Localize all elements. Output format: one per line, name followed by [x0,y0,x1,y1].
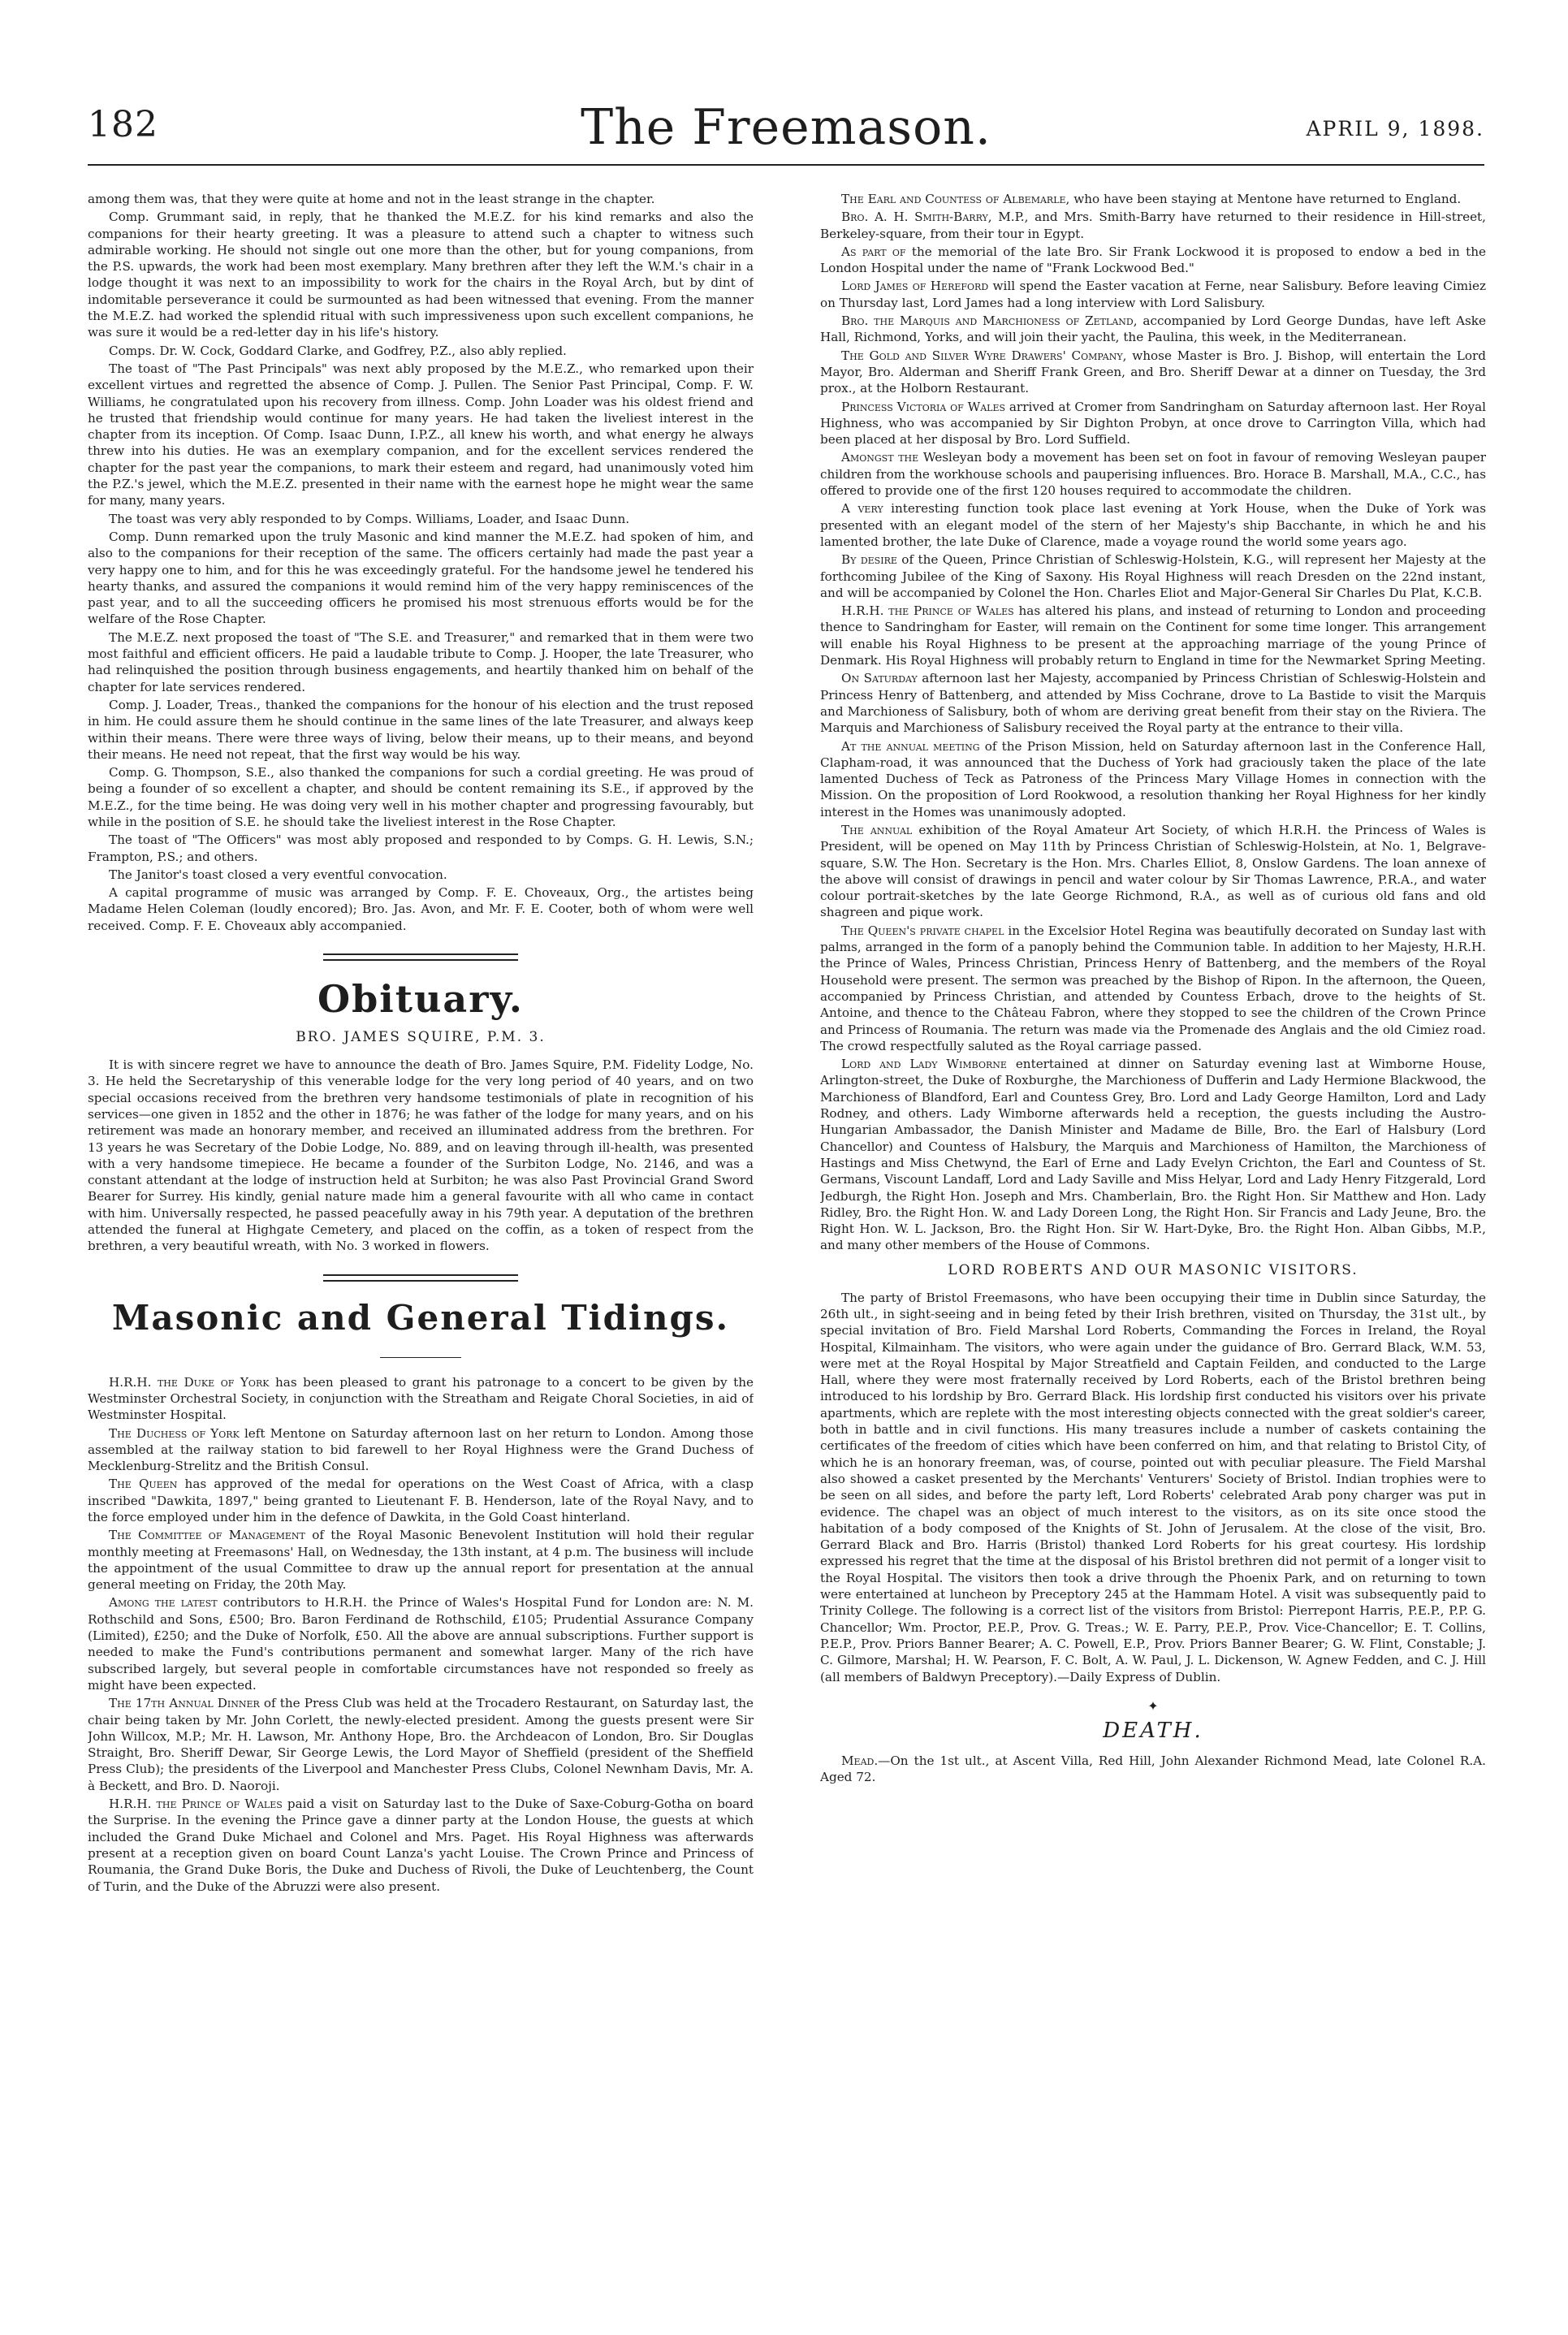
paragraph-lead: The 17th Annual Dinner [109,1696,260,1711]
page-number: 182 [88,104,158,145]
roberts-heading: LORD ROBERTS AND OUR MASONIC VISITORS. [948,1261,1359,1278]
death-notice-lead: Mead. [841,1753,879,1768]
tidings-paragraph [820,313,1486,346]
report-paragraph: The toast of "The Officers" was most ably proposed and responded to by Comps. G. H. Lewis, S.N.; Frampton, P.S.; and others. [88,832,754,864]
paragraph-lead: By desire [841,552,897,568]
paragraph-lead: The Committee of Management [109,1528,305,1543]
paragraph-text: in the Excelsior Hotel Regina was beautifully decorated on Sunday last with palms, arranged in the form of a panoply behind the Communion table. In addition to her Majesty, H.R.H. the Prince of Wales, Princess Christian, Princess Henry of Battenberg, and the members of the Royal Household were present. The sermon was preached by the Bishop of Ripon. In the afternoon, the Queen, accompanied by Princess Christian, and attended by Countess Erbach, drove to the heights of St. Antoine, and thence to the Château Fabron, where they stopped to see the children of the Crown Prince and Princess of Roumania. The return was made via the Promenade des Anglais and the old Cimiez road. The crowd respectfully saluted as the Royal carriage passed. [820,923,1486,1053]
paragraph-lead: Lord James of Hereford [841,279,989,294]
paragraph-text: of the Press Club was held at the Trocadero Restaurant, on Saturday last, the chair being taken by Mr. John Corlett, the newly-elected president. Among the guests present were Sir John Willcox, M.P.; Mr. H. Lawson, Mr. Anthony Hope, Bro. the Archdeacon of London, Bro. Sir Douglas Straight, Bro. Sheriff Dewar, Sir George Lewis, the Lord Mayor of Sheffield (president of the Sheffield Press Club); the presidents of the Liverpool and Manchester Press Clubs, Colonel Newnham Davis, Mr. A. à Beckett, and Bro. D. Naoroji. [88,1696,754,1793]
report-paragraph: The Janitor's toast closed a very eventful convocation. [109,867,447,882]
tidings-paragraph [88,1374,754,1424]
tidings-paragraph [820,923,1486,1054]
paragraph-lead: H.R.H. the Prince of Wales [109,1797,283,1812]
paragraph-lead: The Gold and Silver Wyre Drawers' Company [841,348,1123,363]
paragraph-text: , M.P., and Mrs. Smith-Barry have returned to their residence in Hill-street, Berkeley-square, from their tour in Egypt. [820,210,1486,241]
paragraph-lead: Lord and Lady Wimborne [841,1057,1007,1072]
paragraph-text: entertained at dinner on Saturday evening last at Wimborne House, Arlington-street, the Duke of Roxburghe, the Marchioness of Dufferin and Lady Hermione Blackwood, the Marchioness of Blandford, Earl and Countess Grey, Bro. Lord and Lady George Hamilton, Lord and Lady Rodney, and others. Lady Wimborne afterwards held a reception, the guests including the Austro-Hungarian Ambassador, the Danish Minister and Madame de Bille, Bro. the Earl of Halsbury (Lord Chancellor) and Countess of Halsbury, the Marquis and Marchioness of Hamilton, the Marchioness of Hastings and Miss Chetwynd, the Earl of Erne and Lady Evelyn Crichton, the Earl and Countess of St. Germans, Viscount Landaff, Lord and Lady Saville and Miss Helyar, Lord and Lady Henry Fitzgerald, Lord Jedburgh, the Right Hon. Joseph and Mrs. Chamberlain, Bro. the Right Hon. Sir Matthew and Hon. Lady Ridley, Bro. the Right Hon. W. and Lady Doreen Long, the Right Hon. Sir Francis and Lady Jeune, Bro. the Right Hon. W. L. Jackson, Bro. the Right Hon. Sir W. Hart-Dyke, Bro. the Right Hon. Alban Gibbs, M.P., and many other members of the House of Commons. [820,1057,1486,1253]
tidings-paragraph [88,1695,754,1794]
tidings-heading: Masonic and General Tidings. [111,1297,730,1338]
tidings-paragraph [820,500,1486,550]
report-paragraph: Comp. Grummant said, in reply, that he thanked the M.E.Z. for his kind remarks and also the companions for their hearty greeting. It was a pleasure to attend such a chapter to witness such admirable working. He should not single out one more than the other, but for young companions, from the P.S. upwards, the work had been most exemplary. Many brethren after they left the W.M.'s chair in a lodge thought it was next to an impossibility to work for the chairs in the Royal Arch, but by dint of indomitable perseverance it could be surmounted as had been witnessed that evening. From the manner the M.E.Z. had worked the splendid ritual with such impressiveness upon such excellent companions, he was sure it would be a red-letter day in his life's history. [88,210,754,340]
paragraph-text: interesting function took place last evening at York House, when the Duke of York was presented with an elegant model of the stern of her Majesty's ship Bacchante, in which he and his lamented brother, the late Duke of Clarence, made a voyage round the world some years ago. [820,501,1486,549]
report-paragraph: The toast was very ably responded to by Comps. Williams, Loader, and Isaac Dunn. [109,511,630,526]
tidings-paragraph [820,1056,1486,1254]
report-paragraph: Comp. J. Loader, Treas., thanked the companions for the honour of his election and the trust reposed in him. He could assure them he should continue in the same lines of the late Treasurer, and always keep within their means. There were three ways of living, below their means, up to their means, and beyond their means. He need not repeat, that the first way would be his way. [88,697,754,762]
paragraph-lead: H.R.H. the Duke of York [109,1374,270,1390]
paragraph-lead: Amongst the [841,450,919,465]
paragraph-text: has altered his plans, and instead of returning to London and proceeding thence to Sandringham for Easter, will remain on the Continent for some time longer. This arrangement will enable his Royal Highness to be present at the approaching marriage of the young Prince of Denmark. His Royal Highness will probably return to England in time for the Newmarket Spring Meeting. [820,603,1486,668]
report-paragraph: among them was, that they were quite at home and not in the least strange in the chapter. [88,192,655,206]
paragraph-lead: The Duchess of York [109,1425,240,1441]
paragraph-lead: Princess Victoria of Wales [841,399,1006,414]
obituary-text: It is with sincere regret we have to announce the death of Bro. James Squire, P.M. Fidelity Lodge, No. 3. He held the Secretaryship of this venerable lodge for the very long period of 40 years, and on two special occasions received from the brethren very handsome testimonials of plate in recognition of his services—one given in 1852 and the other in 1876; he was father of the lodge for many years, and on his retirement was made an honorary member, and received an illuminated address from the brethren. For 13 years he was Secretary of the Dobie Lodge, No. 889, and on leaving through ill-health, was presented with a very handsome timepiece. He became a founder of the Surbiton Lodge, No. 2146, and was a constant attendant at the lodge of instruction held at Surbiton; he was also Past Provincial Grand Sword Bearer for Surrey. His kindly, genial nature made him a general favourite with all who came in contact with him. Universally respected, he passed peacefully away in his 79th year. A deputation of the brethren attended the funeral at Highgate Cemetery, and placed on the coffin, as a token of respect from the brethren, a very beautiful wreath, with No. 3 worked in flowers. [88,1057,754,1254]
paragraph-text: of the Royal Masonic Benevolent Institution will hold their regular monthly meeting at Freemasons' Hall, on Wednesday, the 13th instant, at 4 p.m. The business will include the appointment of the usual Committee to draw up the annual report for presentation at the annual general meeting on Friday, the 20th May. [88,1528,754,1593]
paragraph-lead: H.R.H. the Prince of Wales [841,603,1014,619]
death-notice [820,1753,1486,1786]
paragraph-lead: Bro. A. H. Smith-Barry [841,210,988,225]
chapter-report [88,191,754,934]
tidings-paragraph [820,603,1486,668]
paragraph-text: the memorial of the late Bro. Sir Frank Lockwood it is proposed to endow a bed in the London Hospital under the name of "Frank Lockwood Bed." [820,244,1486,276]
paragraph-lead: The Queen [109,1477,178,1492]
paragraph-text: of the Prison Mission, held on Saturday afternoon last in the Conference Hall, Clapham-road, it was announced that the Duchess of York had graciously taken the place of the late lamented Duchess of Teck as Patroness of the Princess Mary Village Homes in connection with the Mission. On the proposition of Lord Rookwood, a resolution thanking her Royal Highness for her kindly interest in the Homes was unanimously adopted. [820,738,1486,819]
tidings-paragraph [88,1796,754,1895]
tidings-paragraph [88,1527,754,1593]
report-paragraph: The toast of "The Past Principals" was next ably proposed by the M.E.Z., who remarked upon their excellent virtues and regretted the absence of Comp. J. Pullen. The Senior Past Principal, Comp. F. W. Williams, he congratulated upon his recovery from illness. Comp. John Loader was his oldest friend and he trusted that friendship would continue for many years. He had taken the liveliest interest in the chapter from its inception. Of Comp. Isaac Dunn, I.P.Z., all knew his worth, and what energy he always threw into his duties. He was an exemplary companion, and for the excellent services rendered the chapter for the past year the companions, to mark their esteem and regard, had unanimously voted him the P.Z.'s jewel, which the M.E.Z. presented in their name with the earnest hope he might wear the same for many, many years. [88,361,754,508]
heading-rule [380,1357,461,1358]
paragraph-text: Wesleyan body a movement has been set on foot in favour of removing Wesleyan pauper children from the workhouse schools and pauperising influences. Bro. Horace B. Marshall, M.A., C.C., has offered to provide one of the first 120 houses required to accommodate the children. [820,450,1486,499]
left-column [88,191,754,2270]
tidings-paragraph [820,399,1486,448]
tidings-list-left [88,1374,754,1895]
paragraph-text: , whose Master is Bro. J. Bishop, will entertain the Lord Mayor, Bro. Alderman and Sheriff Frank Green, and Bro. Sheriff Dewar at a dinner on Tuesday, the 3rd prox., at the Holborn Restaurant. [820,348,1486,396]
section-divider [323,1274,518,1282]
tidings-paragraph [820,822,1486,921]
paragraph-lead: The Queen's private chapel [841,923,1004,938]
paragraph-text: afternoon last her Majesty, accompanied by Princess Christian of Schleswig-Holstein and Princess Henry of Battenberg, and attended by Miss Cochrane, drove to La Bastide to visit the Marquis and Marchioness of Salisbury, both of whom are deriving great benefit from their stay on the Riviera. The Marquis and Marchioness of Salisbury received the Royal party at the entrance to their villa. [820,671,1486,736]
right-column [820,191,1486,2270]
report-paragraph: Comps. Dr. W. Cock, Goddard Clarke, and Godfrey, P.Z., also ably replied. [109,343,567,358]
tidings-paragraph [820,348,1486,397]
paragraph-lead: As part of [841,244,906,259]
paragraph-text: of the Queen, Prince Christian of Schleswig-Holstein, K.G., will represent her Majesty at the forthcoming Jubilee of the King of Saxony. His Royal Highness will reach Dresden on the 22nd instant, and will be accompanied by Colonel the Hon. Charles Eliot and Major-General Sir Charles Du Plat, K.C.B. [820,552,1486,600]
report-paragraph: A capital programme of music was arranged by Comp. F. E. Choveaux, Org., the artistes being Madame Helen Coleman (loudly encored); Bro. Jas. Avon, and Mr. F. E. Cooter, both of whom were well received. Comp. F. E. Choveaux ably accompanied. [88,885,754,933]
paragraph-text: exhibition of the Royal Amateur Art Society, of which H.R.H. the Princess of Wales is President, will be opened on May 11th by Princess Christian of Schleswig-Holstein, at No. 1, Belgrave-square, S.W. The Hon. Secretary is the Hon. Mrs. Charles Elliot, 8, Onslow Gardens. The loan annexe of the above will consist of drawings in pencil and water colour by Sir Thomas Lawrence, P.R.A., and water colour portrait-sketches by the late George Richmond, R.A., as well as of curious old fans and old shagreen and pique work. [820,822,1486,920]
report-paragraph: Comp. G. Thompson, S.E., also thanked the companions for such a cordial greeting. He was proud of being a founder of so excellent a chapter, and should be content remaining its S.E., if approved by the M.E.Z., for the time being. He was doing very well in his mother chapter and progressing favourably, but while in the position of S.E. he should take the liveliest interest in the Rose Chapter. [88,765,754,829]
report-paragraph: The M.E.Z. next proposed the toast of "The S.E. and Treasurer," and remarked that in them were two most faithful and efficient officers. He paid a laudable tribute to Comp. J. Hooper, the late Treasurer, who had relinquished the position through business engagements, and heartily thanked him on behalf of the chapter for late services rendered. [88,629,754,694]
tidings-paragraph [820,449,1486,499]
tidings-paragraph [820,244,1486,277]
tidings-list-right [820,191,1486,1254]
paragraph-text: has approved of the medal for operations on the West Coast of Africa, with a clasp inscribed "Dawkita, 1897," being granted to Lieutenant F. B. Henderson, late of the Royal Navy, and to the force employed under him in the defence of Dawkita, in the Gold Coast hinterland. [88,1477,754,1524]
tidings-paragraph [820,670,1486,736]
tidings-paragraph [820,209,1486,242]
paragraph-text: contributors to H.R.H. the Prince of Wales's Hospital Fund for London are: N. M. Rothschild and Sons, £500; Bro. Baron Ferdinand de Rothschild, £105; Prudential Assurance Company (Limited), £250; and the Duke of Norfolk, £50. All the above are annual subscriptions. Further support is needed to make the Fund's contributions permanent and somewhat larger. Many of the rich have subscribed largely, but several people in comfortable circumstances have not responded so freely as might have been expected. [88,1595,754,1693]
paragraph-text: has been pleased to grant his patronage to a concert to be given by the Westminster Orchestral Society, in conjunction with the Streatham and Reigate Choral Societies, in aid of Westminster Hospital. [88,1374,754,1423]
paragraph-text: will spend the Easter vacation at Ferne, near Salisbury. Before leaving Cimiez on Thursday last, Lord James had a long interview with Lord Salisbury. [820,279,1486,310]
report-paragraph: Comp. Dunn remarked upon the truly Masonic and kind manner the M.E.Z. had spoken of him, and also to the companions for their reception of the same. The officers certainly had made the past year a very happy one to him, and for this he was exceedingly grateful. For the handsome jewel he tendered his hearty thanks, and assured the companions it would remind him of the very happy reminiscences of the past year, and to all the succeeding officers he promised his most strenuous efforts would be for the welfare of the Rose Chapter. [88,529,754,627]
obituary-heading: Obituary. [317,977,524,1022]
paragraph-text: left Mentone on Saturday afternoon last on her return to London. Among those assembled at the railway station to bid farewell to her Royal Highness were the Grand Duchess of Mecklenburg-Strelitz and the British Consul. [88,1425,754,1474]
obituary-subheading: BRO. JAMES SQUIRE, P.M. 3. [296,1029,546,1046]
section-divider [323,953,518,961]
paragraph-lead: The Earl and Countess of Albemarle [841,192,1066,206]
tidings-paragraph [820,191,1486,207]
roberts-article: The party of Bristol Freemasons, who have been occupying their time in Dublin since Saturday, the 26th ult., in sight-seeing and in being feted by their Irish brethren, visited on Thursday, the 31st ult., by special invitation of Bro. Field Marshal Lord Roberts, Commanding the Forces in Ireland, the Royal Hospital, Kilmainham. The visitors, who were again under the guidance of Bro. Gerrard Black, W.M. 53, were met at the Royal Hospital by Major Streatfield and Captain Feilden, and conducted to the Large Hall, where they were most fraternally received by Lord Roberts, each of the Bristol brethren being introduced to his lordship by Bro. Gerrard Black. His lordship first conducted his visitors over his private apartments, which are replete with the most interesting objects connected with the great soldier's career, both in battle and in civil functions. His many treasures include a number of caskets containing the certificates of the freedom of cities which have been conferred on him, and that relating to Bristol City, of which he is an honorary freeman, was, of course, pointed out with peculiar pleasure. The Field Marshal also showed a casket presented by the Merchants' Venturers' Society of Bristol. Indian trophies were to be seen on all sides, and before the party left, Lord Roberts' celebrated Arab pony charger was put in evidence. The chapel was an object of much interest to the visitors, as on its site once stood the habitation of a body composed of the Knights of St. John of Jerusalem. At the close of the visit, Bro. Gerrard Black and Bro. Harris (Bristol) thanked Lord Roberts for his great courtesy. His lordship expressed his regret that the time at the disposal of his Bristol brethren did not permit of a longer visit to the Royal Hospital. The visitors then took a drive through the Phoenix Park, and on returning to town were entertained at luncheon by Preceptory 245 at the Hammam Hotel. A visit was subsequently paid to Trinity College. The following is a correct list of the visitors from Bristol: Pierrepont Harris, P.E.P., P.P. G. Chancellor; Wm. Proctor, P.E.P., Prov. G. Treas.; W. E. Parry, P.E.P., Prov. Vice-Chancellor; E. T. Collins, P.E.P., Prov. Priors Banner Bearer; A. C. Powell, E.P., Prov. Priors Banner Bearer; G. W. Flint, Constable; J. C. Gilmore, Marshal; H. W. Pearson, F. C. Bolt, A. W. Paul, J. L. Dickenson, W. Agnew Fedden, and C. J. Hill (all members of Baldwyn Preceptory).—Daily Express of Dublin. [820,1290,1486,1684]
paragraph-text: , accompanied by Lord George Dundas, have left Aske Hall, Richmond, Yorks, and will join their yacht, the Paulina, this week, in the Mediterranean. [820,313,1486,345]
ornament-divider: ✦ [1147,1697,1159,1714]
paragraph-text: arrived at Cromer from Sandringham on Saturday afternoon last. Her Royal Highness, who was accompanied by Sir Dighton Probyn, at once drove to Carrington Villa, which had been placed at her disposal by Bro. Lord Suffield. [820,399,1486,448]
tidings-paragraph [88,1425,754,1475]
tidings-paragraph [820,278,1486,311]
header-rule [88,164,1484,166]
issue-date: APRIL 9, 1898. [1306,117,1484,141]
tidings-paragraph [820,551,1486,601]
tidings-paragraph [88,1476,754,1525]
masthead [88,99,1484,161]
death-heading: DEATH. [1103,1718,1203,1743]
tidings-paragraph [88,1594,754,1693]
paragraph-lead: At the annual meeting [841,738,980,754]
paragraph-text: paid a visit on Saturday last to the Duke of Saxe-Coburg-Gotha on board the Surprise. In the evening the Prince gave a dinner party at the London House, the guests at which included the Grand Duke Michael and Colonel and Mrs. Paget. His Royal Highness was afterwards present at a reception given on board Count Lanza's yacht Louise. The Crown Prince and Princess of Roumania, the Grand Duke Boris, the Duke and Duchess of Rivoli, the Duke of Leuchtenberg, the Count of Turin, and the Duke of the Abruzzi were also present. [88,1797,754,1894]
paragraph-lead: A very [841,501,883,517]
paragraph-lead: Among the latest [109,1595,218,1611]
paragraph-lead: On Saturday [841,671,918,686]
paragraph-lead: Bro. the Marquis and Marchioness of Zetland [841,313,1134,329]
paragraph-text: , who have been staying at Mentone have returned to England. [1065,192,1462,206]
paragraph-lead: The annual [841,822,913,837]
death-notice-text: —On the 1st ult., at Ascent Villa, Red Hill, John Alexander Richmond Mead, late Colonel R.A. Aged 72. [820,1753,1486,1785]
journal-title: The Freemason. [581,99,991,156]
tidings-paragraph [820,738,1486,820]
